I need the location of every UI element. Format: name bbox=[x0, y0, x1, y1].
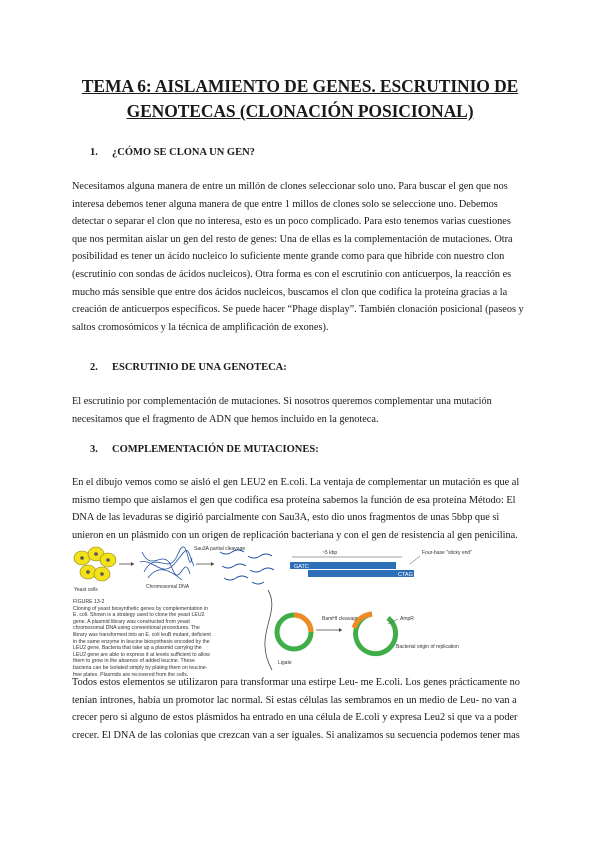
caption-line: library was transformed into an E. coli leuB mutant, deficient bbox=[73, 631, 211, 638]
seq-bottom: CTAG bbox=[398, 572, 413, 578]
text-line: crecer pero si alguno de estos plásmidos ha entrado en una célula de E.coli y expresa Leu2 si que va a poder bbox=[72, 712, 518, 724]
caption-line: FIGURE 13-2 bbox=[73, 599, 105, 605]
section-title: ESCRUTINIO DE UNA GENOTECA: bbox=[112, 362, 287, 373]
sau3a-label: Sau3A partial cleavage bbox=[194, 546, 246, 552]
text-line: creación de anticuerpos específicos. Se puede hacer “Phage display”. También clonación posicional (paseos y bbox=[72, 304, 524, 316]
ligate-label: Ligate bbox=[278, 660, 292, 666]
page-title bbox=[60, 74, 540, 124]
section-title: COMPLEMENTACIÓN DE MUTACIONES: bbox=[112, 444, 319, 455]
title-line-2: GENOTECAS (CLONACIÓN POSICIONAL) bbox=[126, 101, 474, 121]
text-line: interesa debemos tener alguna manera de que entre 1 millos de clones solo se seleccione uno. Debemos bbox=[72, 198, 498, 210]
section-number: 1. bbox=[90, 147, 98, 158]
text-line: tenían intrones, había un promotor lac normal. Si estas células las sembramos en un medio de Leu- no van a bbox=[72, 694, 517, 706]
text-line: crecer. El DNA de las colonias que crezcan van a ser iguales. Si analizamos su secuencia podemos tener mas bbox=[72, 729, 520, 741]
cloning-figure bbox=[72, 544, 528, 678]
caption-line: chromosomal DNA using conventional procedures. The bbox=[73, 625, 200, 632]
caption-line: in the same enzyme in leucine biosynthesis encoded by the bbox=[73, 638, 210, 645]
text-line: detectar o separar el clon que no interesa, esto es un poco complicado. Para esto tenemos varias cuestiones bbox=[72, 216, 511, 228]
figure-caption bbox=[73, 599, 233, 678]
caption-line: LEU2 gene. Bacteria that take up a plasmid carrying the bbox=[73, 645, 202, 652]
caption-line: Cloning of yeast biosynthetic genes by complementation in bbox=[73, 605, 208, 612]
text-line: El escrutinio por complementación de mutaciones. Si nosotros queremos complementar una mutación bbox=[72, 396, 492, 407]
text-line: mucho más sensible que entre dos ácidos nucleicos, buscamos el clon que codifica la proteína gracias a la bbox=[72, 286, 508, 298]
title-line-1: TEMA 6: AISLAMIENTO DE GENES. ESCRUTINIO DE bbox=[81, 76, 519, 96]
yeast-cells-icon bbox=[74, 547, 116, 581]
section-1-heading bbox=[90, 146, 255, 160]
section-3-heading bbox=[90, 443, 319, 457]
yeast-label: Yeast cells bbox=[74, 587, 98, 593]
chromosomal-dna-icon bbox=[140, 547, 194, 580]
text-line: mismo tiempo que aislamos el gen que codifica esa proteína sabemos la función de esa proteína Método: El bbox=[72, 494, 516, 506]
text-line: En el dibujo vemos como se aisló el gen LEU2 en E.coli. La ventaja de complementar un mutación es que al bbox=[72, 477, 520, 488]
text-line: posibilidad es tener un ácido nucleico lo suficiente mente grande como para que hibride con nuestro clon bbox=[72, 251, 505, 263]
plasmid-icon bbox=[277, 615, 311, 649]
text-line: Necesitamos alguna manera de entre un millón de clones seleccionar solo uno. Para buscar el gen que nos bbox=[72, 181, 508, 192]
text-line: saltos cromosómicos y la técnica de amplificación de exones). bbox=[72, 321, 329, 333]
section-3-continued-paragraph bbox=[72, 671, 528, 744]
section-number: 3. bbox=[90, 444, 98, 455]
section-title: ¿CÓMO SE CLONA UN GEN? bbox=[112, 147, 255, 158]
caption-line: LEU2 gene are able to express it at levels sufficient to allow bbox=[73, 651, 210, 658]
caption-line: them to grow in the absence of added leucine. These bbox=[73, 658, 195, 665]
bamhi-label: BamHI cleavage bbox=[322, 616, 359, 622]
text-line: que nos permitan aislar un gen del resto de genes: Una de ellas es la complementación de mutaciones. Otra bbox=[72, 233, 513, 245]
caption-line: gene. A plasmid library was constructed from yeast bbox=[73, 618, 190, 625]
section-1-paragraph bbox=[72, 178, 528, 336]
section-3-paragraph bbox=[72, 474, 528, 544]
amp-label: AmpR bbox=[400, 616, 414, 622]
seq-top: GATC bbox=[294, 564, 309, 570]
text-line: (escrutinio con sondas de ácidos nucleicos). Otra forma es con el escrutinio con anticuerpos, la reacción es bbox=[72, 268, 512, 280]
caption-line: bacteria can be isolated simply by plating them on leucine- bbox=[73, 664, 208, 671]
sticky-end-label: Four-base "sticky end" bbox=[422, 550, 472, 556]
text-line: necesitamos que el fragmento de ADN que hemos incluido en la genoteca. bbox=[72, 413, 379, 425]
dna-fragments-icon bbox=[220, 550, 274, 584]
caption-line: free plates. Plasmids are recovered from the cells. bbox=[73, 671, 189, 678]
caption-line: E. coli. Shown is a strategy used to clone the yeast LEU2 bbox=[73, 612, 205, 619]
chromosomal-dna-label: Chromosomal DNA bbox=[146, 584, 190, 590]
text-line: DNA de las levaduras se digirió parcialmente con Sau3A, esto dio unos fragmentos de unas 5bbp que si bbox=[72, 512, 500, 524]
origin-label: Bacterial origin of replication bbox=[396, 644, 459, 650]
text-line: unieron en un plásmido con un origen de replicación bacteriana y con el gen de resistencia al gen penicilina. bbox=[72, 529, 518, 541]
section-2-heading bbox=[90, 361, 287, 375]
section-number: 2. bbox=[90, 362, 98, 373]
text-line: Todos estos elementos se utilizaron para transformar una estirpe Leu- me E.coli. Los genes prácticamente no bbox=[72, 677, 520, 688]
open-plasmid-icon bbox=[354, 614, 396, 654]
size-label: ~5 kbp bbox=[322, 550, 338, 556]
section-2-paragraph bbox=[72, 393, 528, 428]
